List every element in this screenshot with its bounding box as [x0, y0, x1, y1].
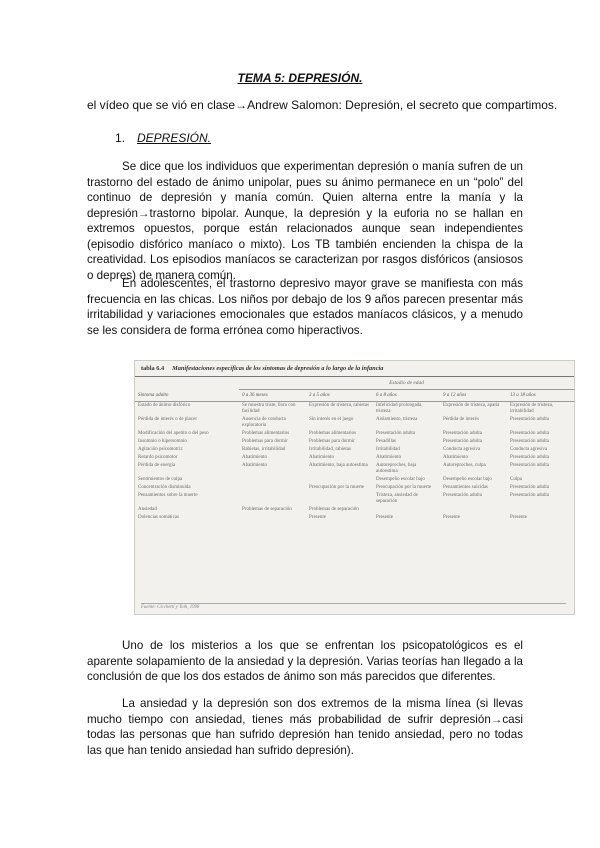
figure-group-header: Estadio de edad — [239, 377, 574, 390]
table-cell: Ausencia de conducta exploratoria — [242, 417, 286, 428]
table-cell: Presentación adulta — [443, 493, 483, 498]
table-cell: Expresión de tristeza, irritabilidad — [510, 403, 554, 414]
table-cell: Presente — [309, 515, 326, 520]
table-cell: Pensamientos sobre la muerte — [138, 493, 198, 498]
table-cell: Autoreproches, culpa — [443, 463, 486, 468]
figure-caption: Manifestaciones específicas de los síntomas de depresión a lo largo de la infancia — [172, 365, 384, 372]
table-cell: Irritabilidad, rabietas — [309, 447, 351, 452]
table-cell: Rabietas, irritabilidad — [242, 447, 286, 452]
table-cell: Pérdida de interés o de placer — [138, 417, 198, 422]
table-cell: Presentación adulta — [510, 493, 550, 498]
figure-label: tabla 6.4 — [141, 365, 165, 372]
table-cell: Tristeza, ansiedad de separación — [376, 493, 418, 504]
table-cell: Problemas de separación — [242, 507, 292, 512]
table-cell: Desempeño escolar bajo — [376, 477, 425, 482]
symptoms-table-figure — [134, 360, 575, 615]
figure-column-header: 13 a 18 años — [507, 390, 574, 402]
table-row — [135, 462, 574, 476]
table-cell: Culpa — [510, 477, 522, 482]
table-cell — [239, 492, 306, 506]
page-title: TEMA 5: DEPRESIÓN. — [237, 71, 363, 85]
table-cell: Desempeño escolar bajo — [443, 477, 492, 482]
table-cell: Abatimiento — [309, 455, 334, 460]
table-cell: Expresión de tristeza, apatía — [443, 403, 500, 408]
table-cell: Pérdida de interés — [443, 417, 479, 422]
table-cell: Pérdida de energía — [138, 463, 176, 468]
table-cell: Aislamiento, tristeza — [376, 417, 418, 422]
table-cell — [239, 476, 306, 484]
figure-column-header: 6 a 8 años — [373, 390, 440, 402]
table-cell: Presentación adulta — [443, 431, 483, 436]
table-cell: Conducta agresiva — [443, 447, 481, 452]
table-cell: Presentación adulta — [510, 417, 550, 422]
table-cell: Problemas para dormir — [242, 439, 288, 444]
table-row — [135, 446, 574, 454]
table-cell: Expresión de tristeza, rabietas — [309, 403, 369, 408]
table-cell: Modificación del apetito o del peso — [138, 431, 209, 436]
table-cell: Presentación adulta — [510, 485, 550, 490]
section-heading — [115, 131, 211, 145]
table-cell — [373, 506, 440, 514]
table-row — [135, 484, 574, 492]
table-cell: Agitación psicomotriz — [138, 447, 183, 452]
paragraph-1: Se dice que los individuos que experimentan depresión o manía sufren de un trastorno del estado de ánimo unipolar, pues su ánimo permanece en un “polo” del continuo de depresión y manía común. Quien alterna entre la manía y la depresión→trastorno bipolar. Aunque, la depresión y la euforia no se hallan en extremos opuestos, porque están relacionados aunque sean independientes (episodio disfórico maníaco o mixto). Los TB también encienden la chispa de la creatividad. Los episodios maníacos se caracterizan por rasgos disfóricos (ansiosos o depres) de manera común. — [87, 160, 523, 282]
table-cell: Abatimiento, baja autoestima — [309, 463, 368, 468]
figure-column-header: 0 a 36 meses — [239, 390, 306, 402]
table-cell: Concentración disminuida — [138, 485, 191, 490]
table-cell: Retardo psicomotor — [138, 455, 178, 460]
table-row — [135, 416, 574, 430]
table-cell: Se muestra triste, llora con facilidad — [242, 403, 296, 414]
table-cell: Problemas para dormir — [309, 439, 355, 444]
table-cell: Sentimientos de culpa — [138, 477, 183, 482]
figure-column-header: Síntoma adulto — [135, 390, 239, 402]
table-cell: Irritabilidad — [376, 447, 400, 452]
section-title: DEPRESIÓN. — [137, 131, 212, 145]
table-cell: Presentación adulta — [376, 431, 416, 436]
table-cell: Autoreproches, baja autoestima — [376, 463, 417, 474]
table-cell: Problemas de separación — [309, 507, 359, 512]
section-number: 1. — [115, 131, 126, 145]
table-row — [135, 402, 574, 417]
table-cell: Pensamientos suicidas — [443, 485, 488, 490]
table-cell: Presentación adulta — [510, 431, 550, 436]
table-cell: Presente — [376, 515, 393, 520]
table-cell: Presente — [510, 515, 527, 520]
table-cell — [239, 514, 306, 522]
table-cell: Presentación adulta — [510, 439, 550, 444]
table-cell: Problemas alimentarios — [309, 431, 357, 436]
table-row — [135, 438, 574, 446]
table-cell: Abatimiento — [242, 463, 267, 468]
table-cell — [306, 476, 373, 484]
table-cell: Abatimiento — [242, 455, 267, 460]
table-row — [135, 476, 574, 484]
table-cell: Pesadillas — [376, 439, 396, 444]
table-cell: Presentación adulta — [443, 439, 483, 444]
table-cell: Problemas alimentarios — [242, 431, 290, 436]
table-cell: Abatimiento — [443, 455, 468, 460]
paragraph-4: La ansiedad y la depresión son dos extremos de la misma línea (si llevas mucho tiempo con ansiedad, tienes más probabilidad de sufrir depresión→casi todas las personas que han sufrido depresión han tenido ansiedad, pero no todas las que han tenido ansiedad han sufrido depresión). — [87, 697, 523, 757]
table-cell: Conducta agresiva — [510, 447, 548, 452]
table-cell: Sin interés en el juego — [309, 417, 354, 422]
table-cell — [306, 492, 373, 506]
figure-header — [135, 361, 574, 377]
figure-table — [135, 390, 574, 522]
intro-line: el vídeo que se vió en clase→Andrew Salomon: Depresión, el secreto que compartimos. — [87, 98, 558, 112]
table-cell: Insomnio o hipersomnio — [138, 439, 187, 444]
table-cell: Preocupación por la muerte — [376, 485, 432, 490]
table-cell: Abatimiento — [376, 455, 401, 460]
table-cell: Dolencias somáticas — [138, 515, 179, 520]
table-row — [135, 506, 574, 514]
table-cell: Infelicidad prolongada, tristeza — [376, 403, 423, 414]
table-cell: Presentación adulta — [510, 463, 550, 468]
table-cell — [507, 506, 574, 514]
table-row — [135, 430, 574, 438]
table-row — [135, 514, 574, 522]
paragraph-2: En adolescentes, el trastorno depresivo mayor grave se manifiesta con más frecuencia en las chicas. Los niños por debajo de los 9 años parecen presentar más irritabilidad y variaciones emocionales que estados maníacos clásicos, y a menudo se les considera de forma errónea como hiperactivos. — [87, 277, 523, 337]
table-cell: Presente — [443, 515, 460, 520]
paragraph-3: Uno de los misterios a los que se enfrentan los psicopatológicos es el aparente solapamiento de la ansiedad y la depresión. Varias teorías han llegado a la conclusión de que los dos estados de ánimo son más parecidos que diferentes. — [87, 639, 523, 683]
figure-column-header: 9 a 12 años — [440, 390, 507, 402]
table-cell: Preocupación por la muerte — [309, 485, 365, 490]
figure-source: Fuente: Cicchetti y Toth, 1998 — [141, 603, 566, 610]
table-cell: Presentación adulta — [510, 455, 550, 460]
table-row — [135, 492, 574, 506]
table-cell — [239, 484, 306, 492]
table-row — [135, 454, 574, 462]
figure-table-header-row — [135, 390, 574, 402]
figure-column-header: 3 a 5 años — [306, 390, 373, 402]
table-cell: Ansiedad — [138, 507, 157, 512]
table-cell — [440, 506, 507, 514]
table-cell: Estado de ánimo disfórico — [138, 403, 191, 408]
